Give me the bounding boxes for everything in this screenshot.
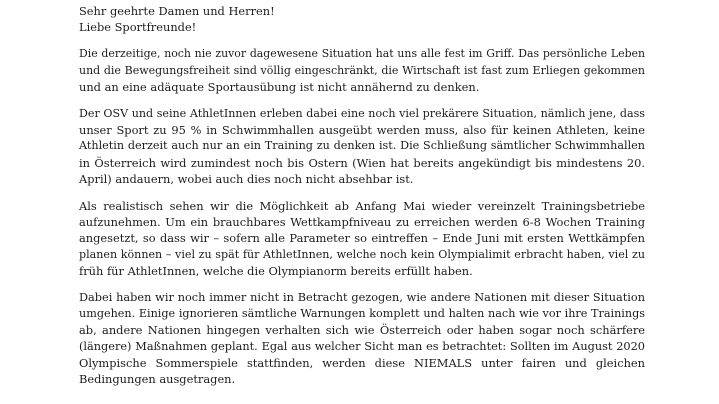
paragraph-line: und die Bewegungsfreiheit sind völlig eingeschränkt, die Wirtschaft ist fast zum Erliegen gekommen	[79, 63, 645, 77]
paragraph-line: umgehen. Einige ignorieren sämtliche Warnungen komplett und halten nach wie vor ihre Trainings	[79, 307, 645, 321]
paragraph	[79, 106, 645, 187]
paragraph-line: ab, andere Nationen hingegen verhalten sich wie Österreich oder haben sogar noch schärfere	[79, 323, 645, 338]
salutation-line: Liebe Sportfreunde!	[79, 20, 197, 35]
paragraph-line: Die derzeitige, noch nie zuvor dagewesene Situation hat uns alle fest im Griff. Das persönliche Leben	[79, 47, 645, 61]
salutation-line: Sehr geehrte Damen und Herren!	[79, 4, 275, 18]
paragraph-line: planen können – viel zu spät für AthletInnen, welche noch kein Olympialimit erbracht haben, viel zu	[79, 247, 645, 261]
paragraph-line: in Österreich wird zumindest noch bis Ostern (Wien hat bereits angekündigt bis mindestens 20.	[79, 155, 645, 170]
paragraph-line: unser Sport zu 95 % in Schwimmhallen ausgeübt werden muss, also für keinen Athleten, keine	[79, 123, 645, 138]
paragraph	[79, 198, 645, 279]
salutation	[79, 3, 645, 35]
paragraph-line: Olympische Sommerspiele stattfinden, werden diese NIEMALS unter fairen und gleichen	[79, 355, 645, 370]
paragraph-line: Athletin derzeit auch nur an ein Training zu denken ist. Die Schließung sämtlicher Schwimmhallen	[79, 139, 645, 153]
paragraph-line: aufzunehmen. Um ein brauchbares Wettkampfniveau zu erreichen werden 6-8 Wochen Training	[79, 215, 645, 230]
paragraph-line: April) andauern, wobei auch dies noch nicht absehbar ist.	[79, 171, 414, 186]
paragraph-line: und an eine adäquate Sportausübung ist nicht annähernd zu denken.	[79, 79, 480, 94]
paragraph-line: Als realistisch sehen wir die Möglichkeit ab Anfang Mai wieder vereinzelt Trainingsbetriebe	[79, 199, 645, 214]
paragraph-line: Der OSV und seine AthletInnen erleben dabei eine noch viel prekärere Situation, nämlich jene, dass	[79, 107, 645, 121]
paragraph-line: (längere) Maßnahmen geplant. Egal aus welcher Sicht man es betrachtet: Sollten im August 2020	[79, 339, 645, 353]
paragraph-line: Bedingungen ausgetragen.	[79, 372, 236, 387]
paragraph-line: früh für AthletInnen, welche die Olympianorm bereits erfüllt haben.	[79, 263, 473, 278]
paragraph-line: Dabei haben wir noch immer nicht in Betracht gezogen, wie andere Nationen mit dieser Situation	[79, 291, 645, 305]
paragraph-line: angesetzt, so dass wir – sofern alle Parameter so eintreffen – Ende Juni mit ersten Wettkämpfen	[79, 231, 645, 246]
letter-page	[79, 3, 645, 398]
paragraph	[79, 290, 645, 387]
paragraph	[79, 46, 645, 95]
